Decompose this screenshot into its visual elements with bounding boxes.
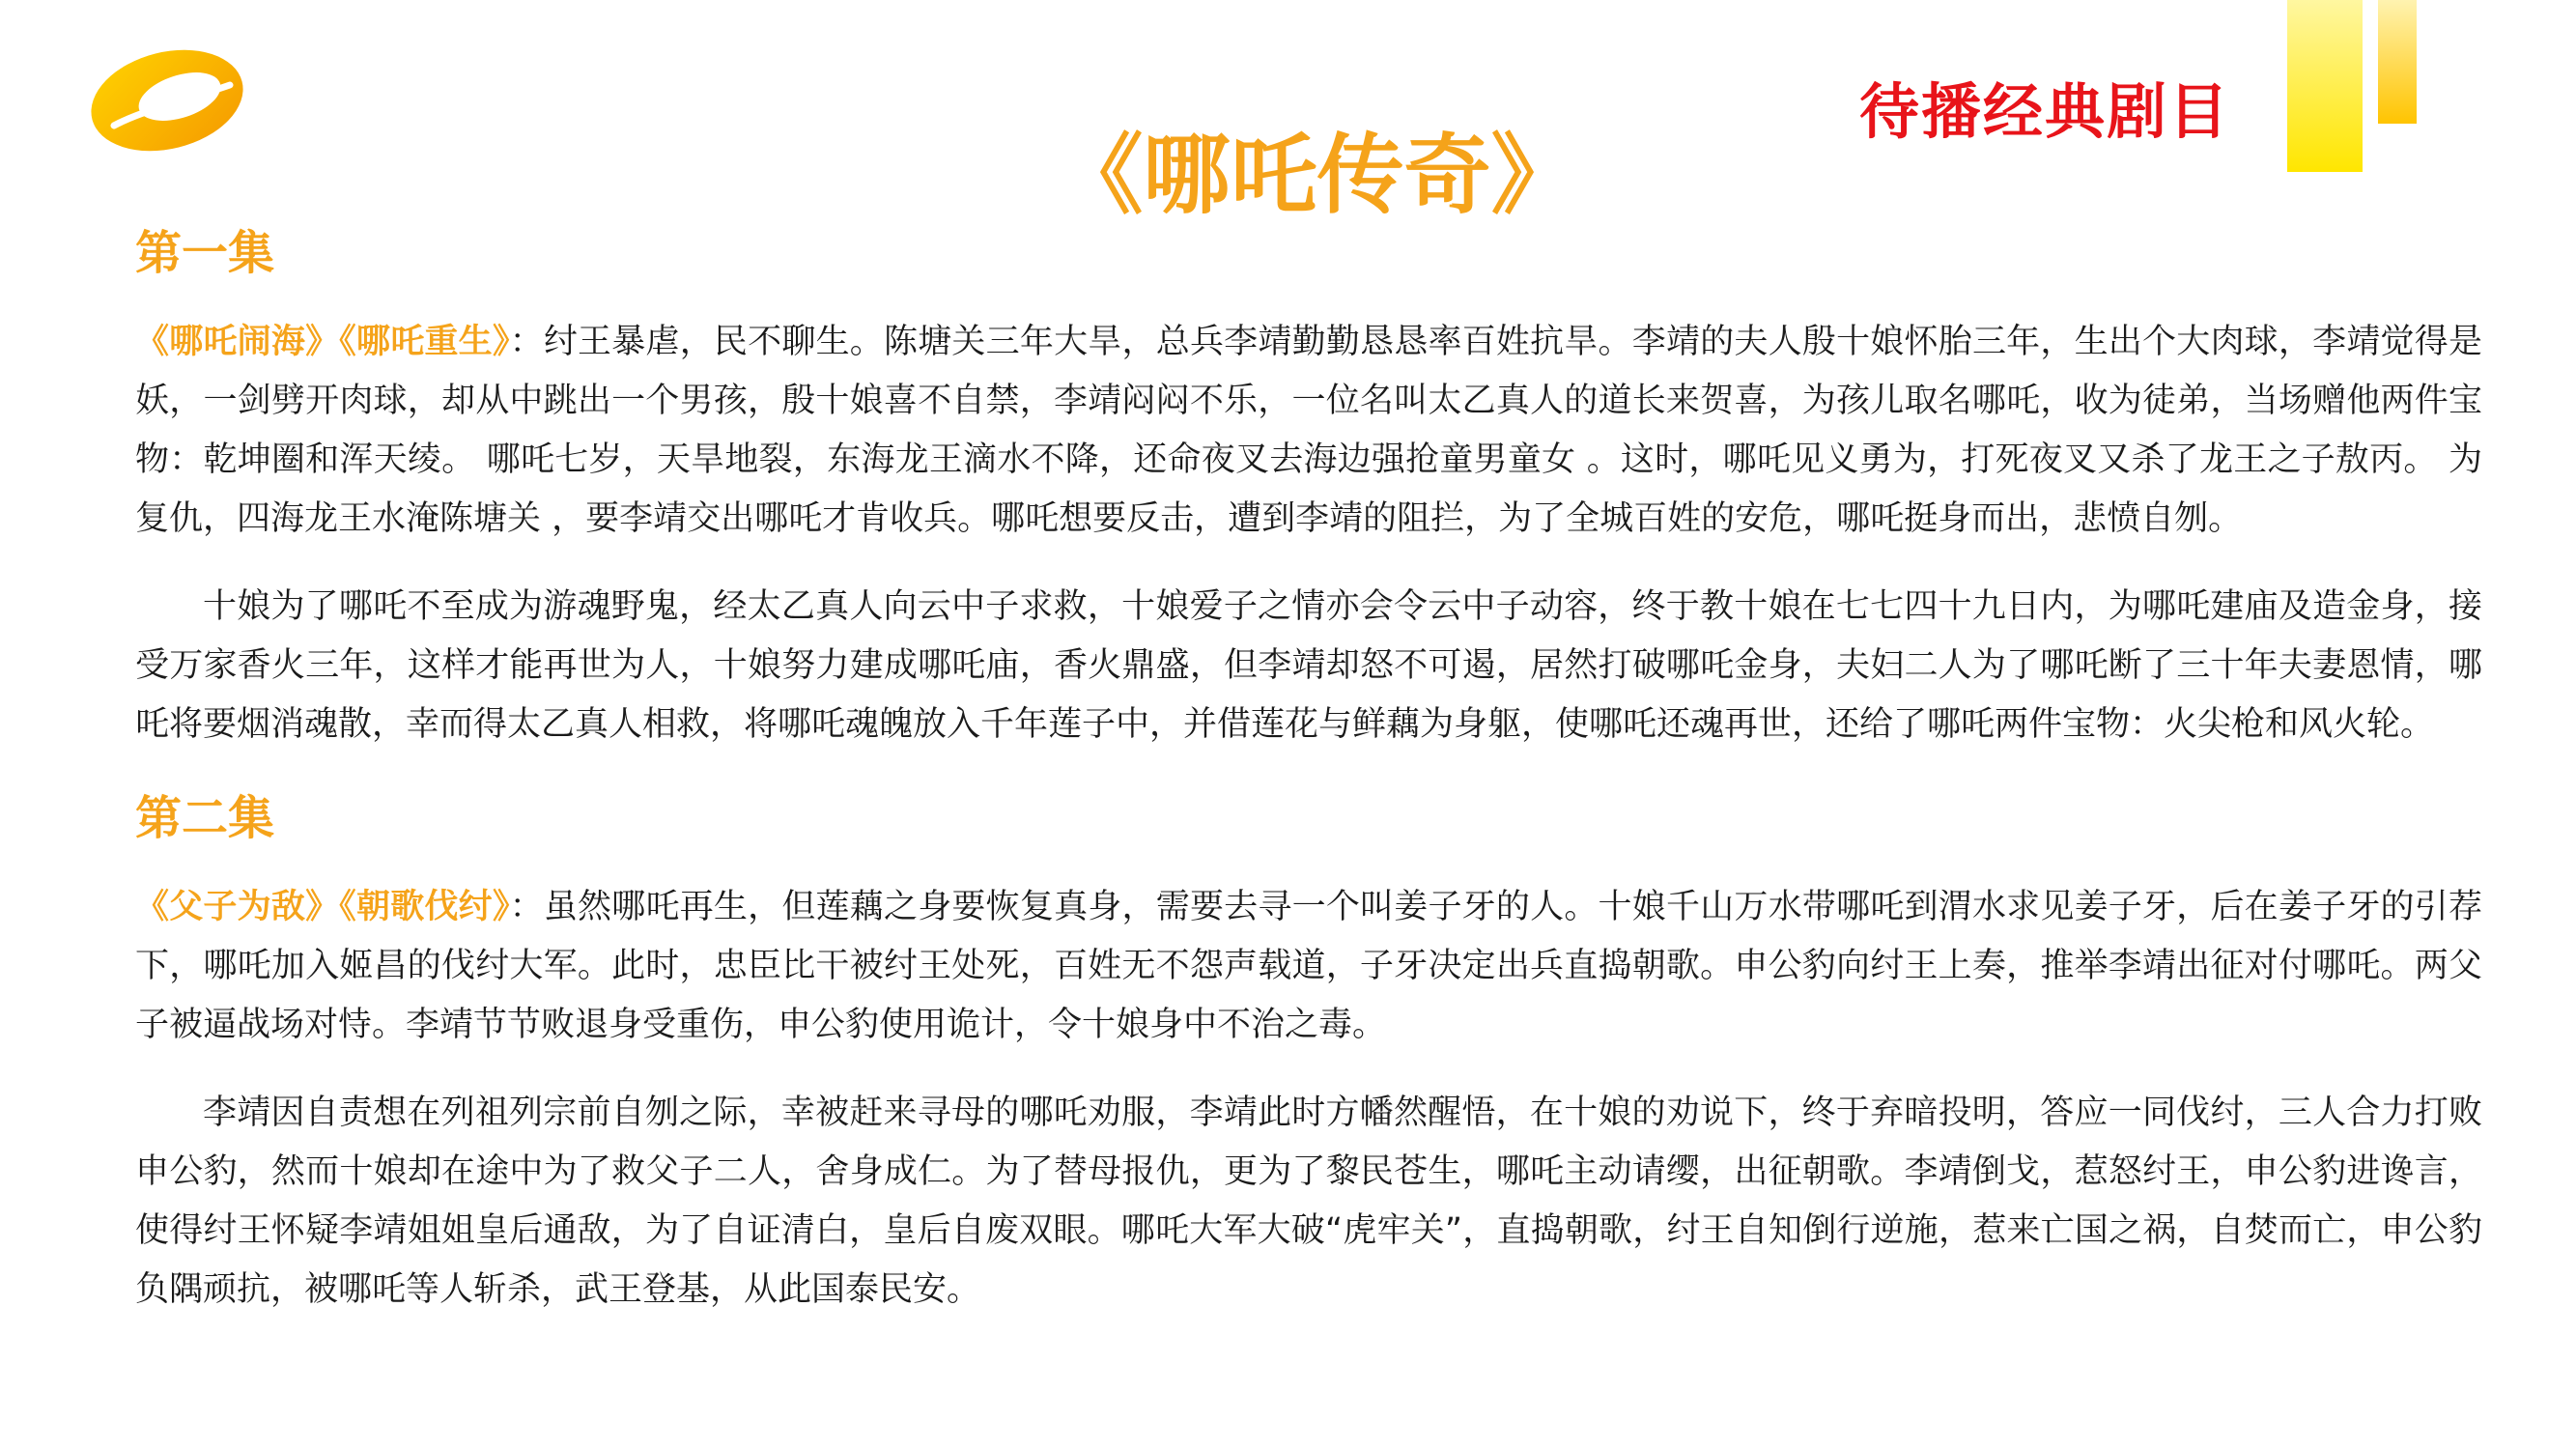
- episode-1-intro-paragraph: [135, 313, 2482, 549]
- document-body: [135, 214, 2482, 1320]
- episode-1-subtitle: 《哪吒闹海》《哪吒重生》: [135, 323, 510, 361]
- page-title: 《哪吒传奇》: [1056, 125, 1578, 226]
- episode-2-intro-text: ：虽然哪吒再生，但莲藕之身要恢复真身，需要去寻一个叫姜子牙的人。十娘千山万水带哪吒到渭水求见姜子牙，后在姜子牙的引荐下，哪吒加入姬昌的伐纣大军。此时，忠臣比干被纣王处死，百姓无不怨声载道，子牙决定出兵直捣朝歌。申公豹向纣王上奏，推举李靖出征对付哪吒。两父子被逼战场对恃。李靖节节败退身受重伤，申公豹使用诡计，令十娘身中不治之毒。: [135, 888, 2482, 1044]
- episode-heading-2: 第二集: [135, 791, 275, 845]
- episode-1-body-paragraph: 十娘为了哪吒不至成为游魂野鬼，经太乙真人向云中子求救，十娘爱子之情亦会令云中子动容，终于教十娘在七七四十九日内，为哪吒建庙及造金身，接受万家香火三年，这样才能再世为人，十娘努力建成哪吒庙，香火鼎盛，但李靖却怒不可遏，居然打破哪吒金身，夫妇二人为了哪吒断了三十年夫妻恩情，哪吒将要烟消魂散，幸而得太乙真人相救，将哪吒魂魄放入千年莲子中，并借莲花与鲜藕为身躯，使哪吒还魂再世，还给了哪吒两件宝物：火尖枪和风火轮。: [135, 587, 2482, 744]
- episode-2-intro-paragraph: [135, 878, 2482, 1055]
- episode-2-body-paragraph: 李靖因自责想在列祖列宗前自刎之际，幸被赶来寻母的哪吒劝服，李靖此时方幡然醒悟，在十娘的劝说下，终于弃暗投明，答应一同伐纣，三人合力打败申公豹，然而十娘却在途中为了救父子二人，舍身成仁。为了替母报仇，更为了黎民苍生，哪吒主动请缨，出征朝歌。李靖倒戈，惹怒纣王，申公豹进谗言，使得纣王怀疑李靖姐姐皇后通敌，为了自证清白，皇后自废双眼。哪吒大军大破“虎牢关”，直捣朝歌，纣王自知倒行逆施，惹来亡国之祸，自焚而亡，申公豹负隅顽抗，被哪吒等人斩杀，武王登基，从此国泰民安。: [135, 1094, 2482, 1309]
- episode-heading-1: 第一集: [135, 226, 275, 280]
- episode-1-intro-text: ：纣王暴虐，民不聊生。陈塘关三年大旱，总兵李靖勤勤恳恳率百姓抗旱。李靖的夫人殷十娘怀胎三年，生出个大肉球，李靖觉得是妖，一剑劈开肉球，却从中跳出一个男孩，殷十娘喜不自禁，李靖闷闷不乐，一位名叫太乙真人的道长来贺喜，为孩儿取名哪吒，收为徒弟，当场赠他两件宝物：乾坤圈和浑天绫。 哪吒七岁，天旱地裂，东海龙王滴水不降，还命夜叉去海边强抢童男童女 。这时，哪吒见义勇为，打死夜叉又杀了龙王之子敖丙。 为复仇，四海龙王水淹陈塘关 ，要李靖交出哪吒才肯收兵。哪吒想要反击，遭到李靖的阻拦，为了全城百姓的安危，哪吒挺身而出，悲愤自刎。: [135, 323, 2482, 538]
- episode-2-subtitle: 《父子为敌》《朝歌伐纣》: [135, 888, 510, 926]
- slogan: 待播经典剧目: [1859, 76, 2231, 147]
